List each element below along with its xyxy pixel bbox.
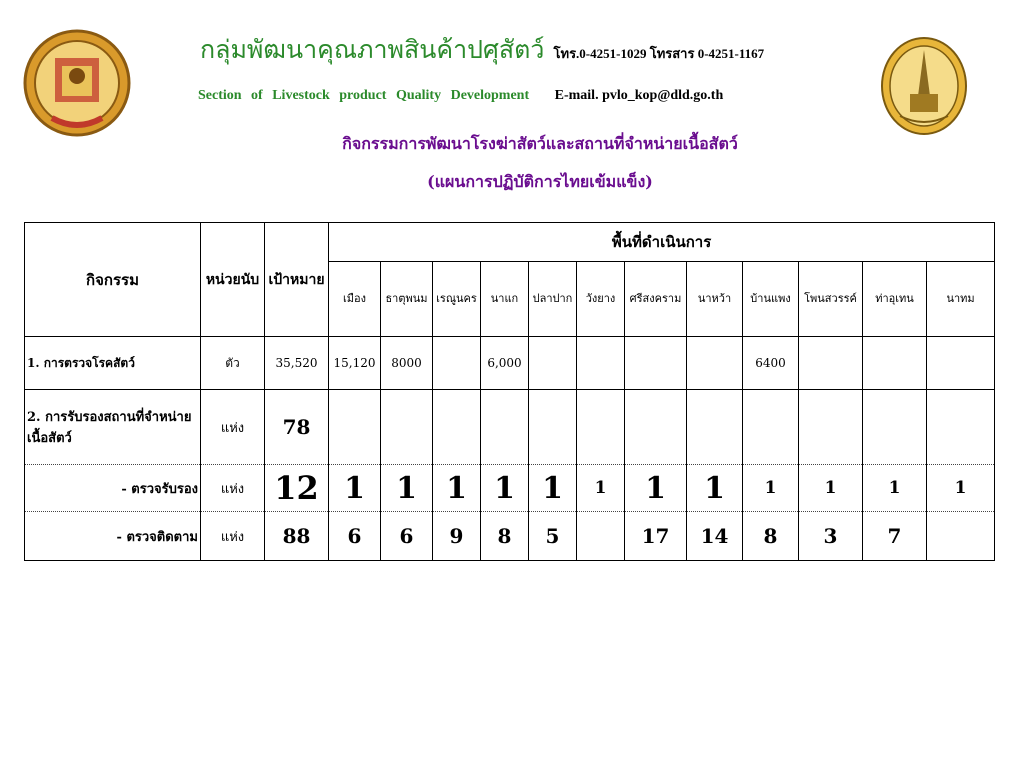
value-cell: 1 bbox=[799, 465, 863, 512]
province-seal-logo bbox=[880, 36, 968, 136]
value-cell bbox=[687, 337, 743, 390]
activity-cell: 1. การตรวจโรคสัตว์ bbox=[25, 337, 201, 390]
district-header: นาแก bbox=[481, 262, 529, 337]
value-cell: 6400 bbox=[743, 337, 799, 390]
target-cell: 12 bbox=[265, 465, 329, 512]
value-cell: 1 bbox=[529, 465, 577, 512]
table-row bbox=[25, 337, 995, 390]
section-english-line bbox=[198, 88, 723, 104]
value-cell: 1 bbox=[329, 465, 381, 512]
page-title: กิจกรรมการพัฒนาโรงฆ่าสัตว์และสถานที่จำหน่ายเนื้อสัตว์ bbox=[342, 134, 738, 153]
target-header: เป้าหมาย bbox=[265, 223, 329, 337]
value-cell bbox=[329, 390, 381, 465]
district-header: ธาตุพนม bbox=[381, 262, 433, 337]
unit-header: หน่วยนับ bbox=[201, 223, 265, 337]
value-cell: 17 bbox=[625, 512, 687, 561]
value-cell: 1 bbox=[381, 465, 433, 512]
value-cell: 6,000 bbox=[481, 337, 529, 390]
district-header: ปลาปาก bbox=[529, 262, 577, 337]
value-cell bbox=[625, 337, 687, 390]
activity-plan-table bbox=[24, 222, 995, 561]
activity-cell: - ตรวจรับรอง bbox=[25, 465, 201, 512]
table-header-row bbox=[25, 223, 995, 262]
target-cell: 78 bbox=[265, 390, 329, 465]
value-cell: 1 bbox=[481, 465, 529, 512]
value-cell: 8 bbox=[743, 512, 799, 561]
activity-cell: - ตรวจติดตาม bbox=[25, 512, 201, 561]
value-cell: 14 bbox=[687, 512, 743, 561]
value-cell bbox=[799, 337, 863, 390]
district-header: เรณูนคร bbox=[433, 262, 481, 337]
value-cell: 1 bbox=[577, 465, 625, 512]
unit-cell: แห่ง bbox=[201, 465, 265, 512]
value-cell: 3 bbox=[799, 512, 863, 561]
unit-cell: แห่ง bbox=[201, 512, 265, 561]
unit-cell: แห่ง bbox=[201, 390, 265, 465]
district-header: วังยาง bbox=[577, 262, 625, 337]
value-cell bbox=[927, 512, 995, 561]
district-header: ศรีสงคราม bbox=[625, 262, 687, 337]
contact-email: E-mail. pvlo_kop@dld.go.th bbox=[554, 88, 724, 103]
district-header: ท่าอุเทน bbox=[863, 262, 927, 337]
value-cell bbox=[577, 390, 625, 465]
target-cell: 88 bbox=[265, 512, 329, 561]
value-cell bbox=[577, 512, 625, 561]
value-cell bbox=[433, 337, 481, 390]
value-cell bbox=[927, 337, 995, 390]
district-header: เมือง bbox=[329, 262, 381, 337]
value-cell: 8000 bbox=[381, 337, 433, 390]
value-cell: 7 bbox=[863, 512, 927, 561]
value-cell bbox=[529, 337, 577, 390]
value-cell bbox=[577, 337, 625, 390]
value-cell bbox=[687, 390, 743, 465]
value-cell: 1 bbox=[927, 465, 995, 512]
section-name-en: Section of Livestock product Quality Development bbox=[198, 88, 530, 103]
value-cell bbox=[863, 337, 927, 390]
org-phone: โทร.0-4251-1029 โทรสาร 0-4251-1167 bbox=[553, 46, 765, 61]
value-cell: 1 bbox=[433, 465, 481, 512]
value-cell: 15,120 bbox=[329, 337, 381, 390]
value-cell: 1 bbox=[687, 465, 743, 512]
value-cell: 1 bbox=[743, 465, 799, 512]
table-row bbox=[25, 390, 995, 465]
value-cell bbox=[625, 390, 687, 465]
district-header: นาหว้า bbox=[687, 262, 743, 337]
value-cell bbox=[799, 390, 863, 465]
value-cell bbox=[927, 390, 995, 465]
district-header: บ้านแพง bbox=[743, 262, 799, 337]
district-header: นาทม bbox=[927, 262, 995, 337]
table-row bbox=[25, 512, 995, 561]
value-cell: 6 bbox=[329, 512, 381, 561]
page-subtitle: (แผนการปฏิบัติการไทยเข้มแข็ง) bbox=[427, 172, 653, 191]
org-title: กลุ่มพัฒนาคุณภาพสินค้าปศุสัตว์ bbox=[200, 35, 545, 64]
value-cell: 1 bbox=[625, 465, 687, 512]
value-cell: 6 bbox=[381, 512, 433, 561]
value-cell: 8 bbox=[481, 512, 529, 561]
area-header: พื้นที่ดำเนินการ bbox=[329, 223, 995, 262]
value-cell bbox=[481, 390, 529, 465]
value-cell bbox=[743, 390, 799, 465]
value-cell bbox=[863, 390, 927, 465]
value-cell bbox=[433, 390, 481, 465]
unit-cell: ตัว bbox=[201, 337, 265, 390]
value-cell bbox=[381, 390, 433, 465]
value-cell: 1 bbox=[863, 465, 927, 512]
activity-cell: 2. การรับรองสถานที่จำหน่ายเนื้อสัตว์ bbox=[25, 390, 201, 465]
target-cell: 35,520 bbox=[265, 337, 329, 390]
district-header: โพนสวรรค์ bbox=[799, 262, 863, 337]
org-header-line bbox=[200, 30, 764, 70]
table-row bbox=[25, 465, 995, 512]
value-cell: 9 bbox=[433, 512, 481, 561]
livestock-department-logo bbox=[22, 28, 132, 138]
value-cell: 5 bbox=[529, 512, 577, 561]
activity-header: กิจกรรม bbox=[25, 223, 201, 337]
value-cell bbox=[529, 390, 577, 465]
